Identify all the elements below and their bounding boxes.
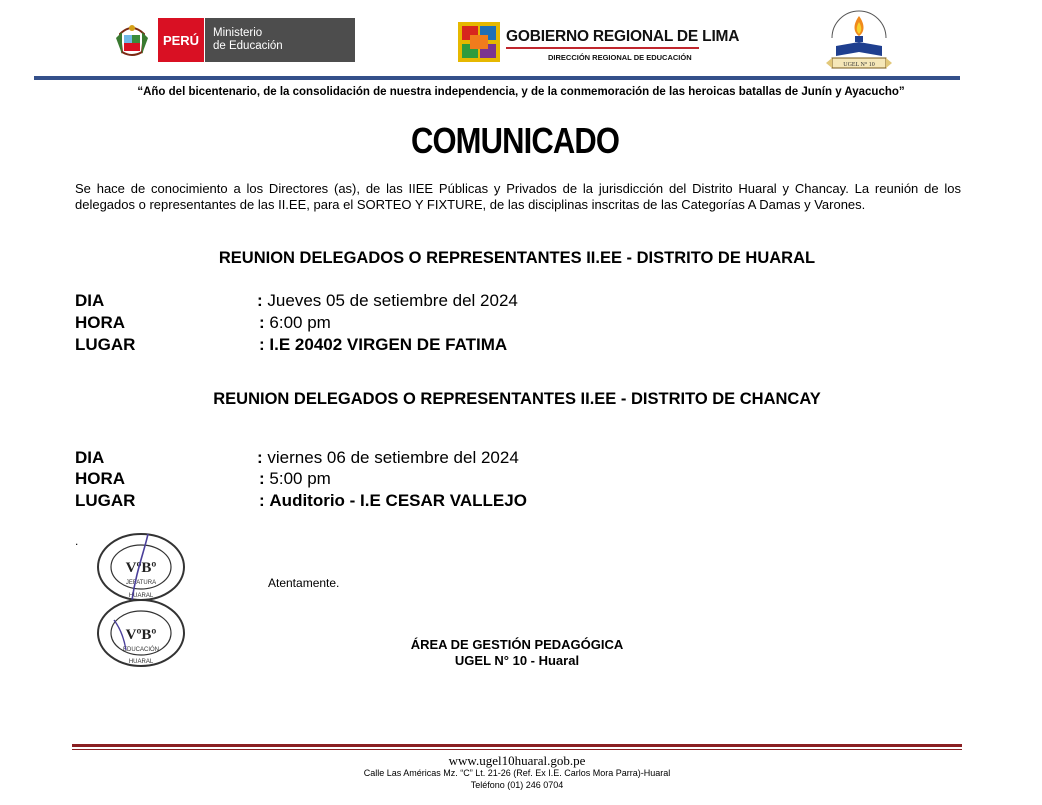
stamp-lower-text: JEFATURA xyxy=(125,580,157,586)
dia-row-huaral xyxy=(257,291,518,311)
vobo-jefatura-stamp-icon xyxy=(96,532,186,602)
footer-contact xyxy=(0,768,1034,791)
ministry-label xyxy=(204,18,355,62)
ugel-10-emblem-icon xyxy=(822,8,896,74)
stray-dot: . xyxy=(75,534,79,548)
lugar-row-huaral xyxy=(259,335,507,355)
footer-divider-thin xyxy=(72,749,962,750)
lugar-row-chancay xyxy=(259,491,527,511)
vobo-mark: VºBº xyxy=(125,560,157,576)
hora-value: 5:00 pm xyxy=(269,469,331,488)
page-title: COMUNICADO xyxy=(410,120,620,161)
hora-label: HORA xyxy=(75,469,126,488)
header-divider xyxy=(34,76,960,80)
dia-label: DIA xyxy=(75,291,105,310)
footer-phone: Teléfono (01) 246 0704 xyxy=(470,779,564,790)
stamp-bottom-text: HUARAL xyxy=(128,659,154,665)
vobo-education-stamp-icon xyxy=(96,598,186,668)
colon: : xyxy=(259,469,265,488)
footer-website: www.ugel10huaral.gob.pe xyxy=(448,753,586,768)
dia-value: Jueves 05 de setiembre del 2024 xyxy=(267,291,518,310)
year-motto: “Año del bicentenario, de la consolidación de nuestra independencia, y de la conmemoración de las heroicas batallas de Junín y Ayacucho” xyxy=(137,86,905,98)
hora-row-chancay xyxy=(259,469,331,489)
signature-ugel: UGEL N° 10 - Huaral xyxy=(454,653,580,668)
ministry-of-education-logo xyxy=(112,18,355,62)
lugar-label: LUGAR xyxy=(75,491,136,510)
peru-coat-of-arms-icon xyxy=(112,20,152,60)
regional-government-title: GOBIERNO REGIONAL DE LIMA xyxy=(506,28,740,45)
stamp-bottom-text: HUARAL xyxy=(128,593,154,599)
hora-label: HORA xyxy=(75,313,126,332)
regional-education-subtitle: DIRECCIÓN REGIONAL DE EDUCACIÓN xyxy=(548,53,692,62)
hora-row-huaral xyxy=(259,313,331,333)
footer-divider xyxy=(72,744,962,747)
lugar-value: Auditorio - I.E CESAR VALLEJO xyxy=(269,491,527,510)
colon: : xyxy=(259,491,265,510)
lugar-label: LUGAR xyxy=(75,335,136,354)
regional-government-divider xyxy=(506,47,699,49)
dia-label: DIA xyxy=(75,448,105,467)
stamp-lower-text: EDUCACIÓN xyxy=(122,647,160,653)
ministry-line-2: de Educación xyxy=(213,40,283,52)
colon: : xyxy=(259,335,265,354)
signature-block xyxy=(300,637,734,669)
colon: : xyxy=(257,291,263,310)
closing-text: Atentamente. xyxy=(268,576,340,590)
ministry-line-1: Ministerio xyxy=(213,27,263,39)
dia-value: viernes 06 de setiembre del 2024 xyxy=(267,448,519,467)
signature-area: ÁREA DE GESTIÓN PEDAGÓGICA xyxy=(410,637,624,652)
dia-row-chancay xyxy=(257,448,519,468)
footer-address: Calle Las Américas Mz. “C” Lt. 21-26 (Ref. Ex I.E. Carlos Mora Parra)-Huaral xyxy=(363,768,671,778)
lugar-value: I.E 20402 VIRGEN DE FATIMA xyxy=(269,335,508,354)
ugel-emblem-banner: UGEL N° 10 xyxy=(843,62,875,68)
colon: : xyxy=(257,448,263,467)
meeting-heading-chancay: REUNION DELEGADOS O REPRESENTANTES II.EE - DISTRITO DE CHANCAY xyxy=(213,390,821,408)
peru-label: PERÚ xyxy=(158,18,204,62)
colon: : xyxy=(259,313,265,332)
intro-paragraph: Se hace de conocimiento a los Directores (as), de las IIEE Públicas y Privados de la jurisdicción del Distrito Huaral y Chancay. La reunión de los delegados o representantes de las II.EE, para el SORTEO Y FIXTURE, de las disciplinas inscritas de las Categorías A Damas y Varones. xyxy=(75,181,961,212)
meeting-heading-huaral: REUNION DELEGADOS O REPRESENTANTES II.EE - DISTRITO DE HUARAL xyxy=(218,249,816,267)
vobo-mark: VºBº xyxy=(125,627,157,643)
hora-value: 6:00 pm xyxy=(269,313,331,332)
